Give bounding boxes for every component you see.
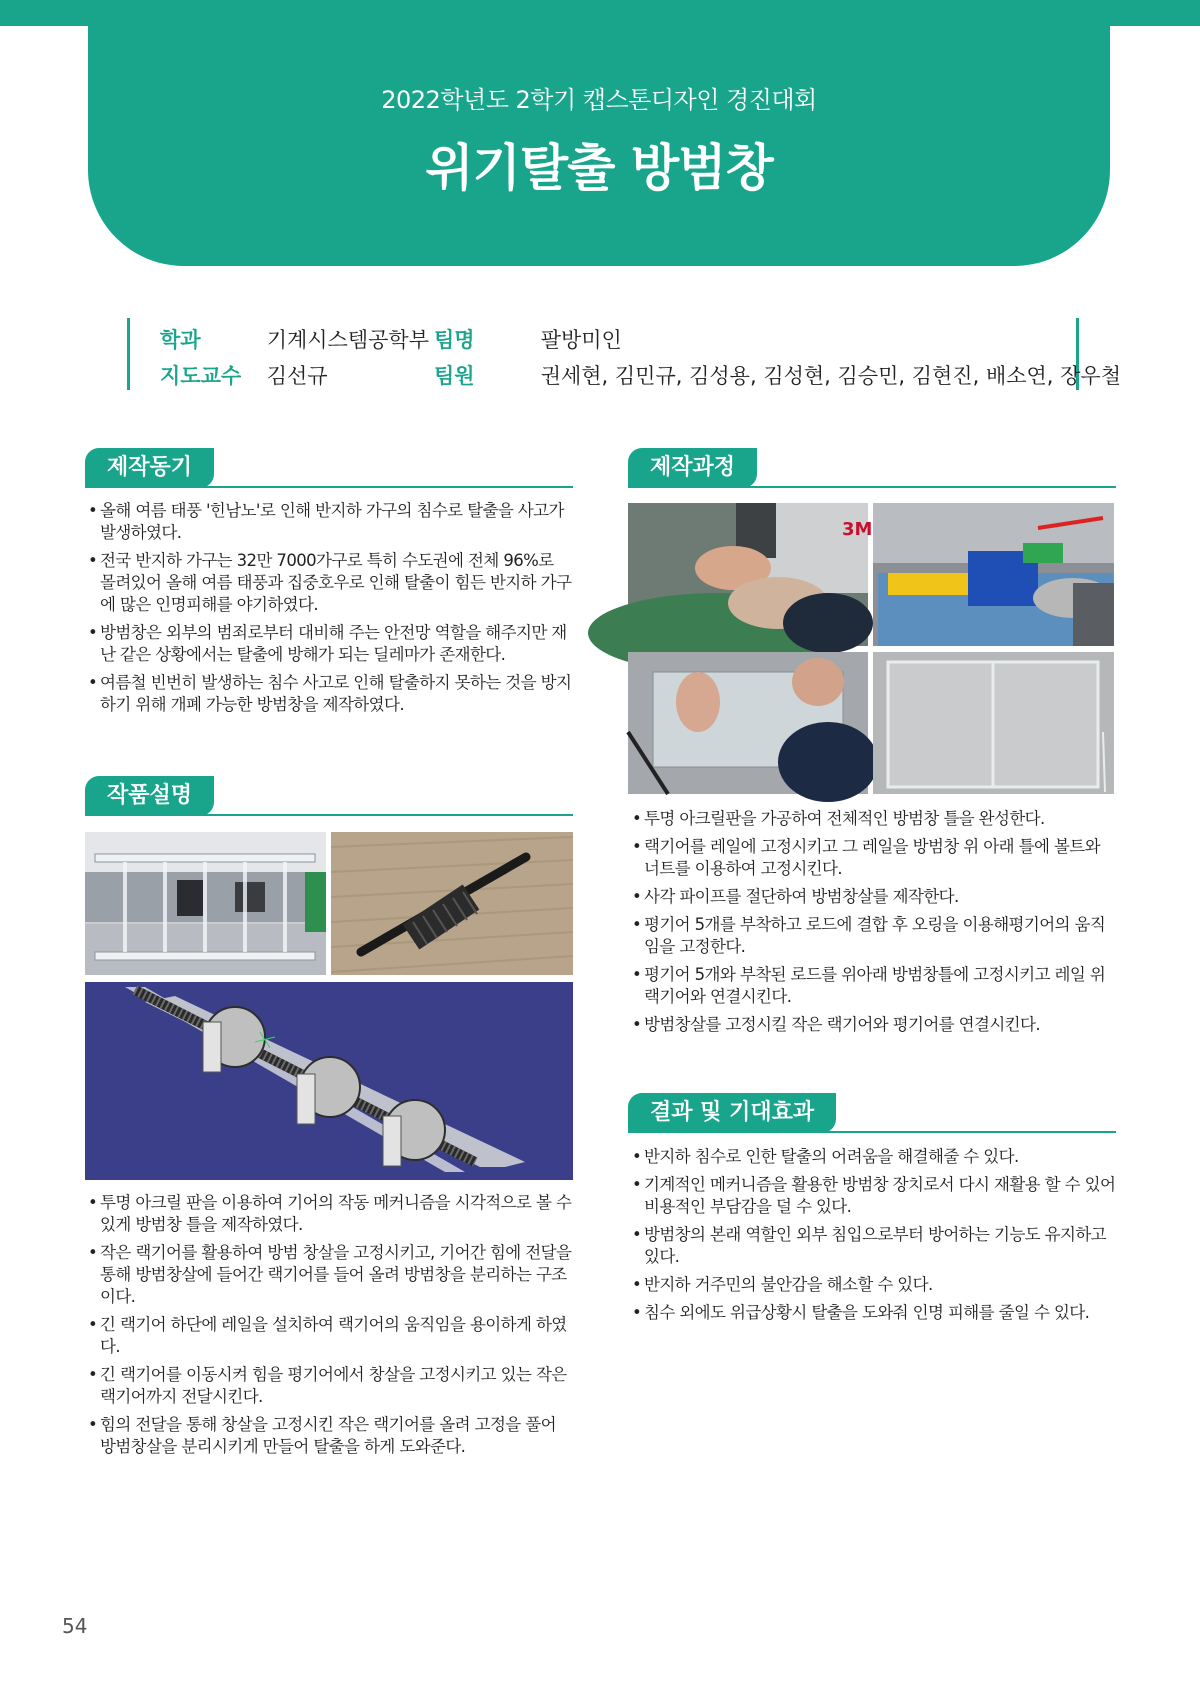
- assembly-photo: [628, 652, 868, 794]
- list-item: • 방범창은 외부의 범죄로부터 대비해 주는 안전망 역할을 해주지만 재난 같은 상황에서는 탈출에 방해가 되는 딜레마가 존재한다.: [88, 622, 572, 666]
- dept-value: 기계시스템공학부: [266, 328, 429, 352]
- list-item: • 방범창의 본래 역할인 외부 침입으로부터 방어하는 기능도 유지하고 있다.: [632, 1224, 1116, 1268]
- list-item: • 사각 파이프를 절단하여 방범창살를 제작한다.: [632, 886, 1116, 908]
- list-item: • 긴 랙기어 하단에 레일을 설치하여 랙기어의 움직임을 용이하게 하였다.: [88, 1314, 572, 1358]
- gear-rod-photo: [331, 832, 573, 975]
- process-title: 제작과정: [628, 448, 757, 488]
- list-item: • 반지하 침수로 인한 탈출의 어려움을 해결해줄 수 있다.: [632, 1146, 1116, 1168]
- list-item: • 긴 랙기어를 이동시켜 힘을 평기어에서 창살을 고정시키고 있는 작은 랙기어까지 전달시킨다.: [88, 1364, 572, 1408]
- list-item: • 평기어 5개와 부착된 로드를 위아래 방범창틀에 고정시키고 레일 위 랙기어와 연결시킨다.: [632, 964, 1116, 1008]
- title-banner: [88, 0, 1110, 266]
- list-item: • 힘의 전달을 통해 창살을 고정시킨 작은 랙기어를 올려 고정을 풀어 방범창살을 분리시키게 만들어 탈출을 하게 도와준다.: [88, 1414, 572, 1458]
- list-item: • 평기어 5개를 부착하고 로드에 결합 후 오링을 이용해평기어의 움직임을 고정한다.: [632, 914, 1116, 958]
- acrylic-frame-photo: [85, 832, 326, 975]
- process-list: [632, 808, 1116, 1042]
- competition-subtitle: 2022학년도 2학기 캡스톤디자인 경진대회: [381, 86, 817, 114]
- list-item: • 침수 외에도 위급상황시 탈출을 도와줘 인명 피해를 줄일 수 있다.: [632, 1302, 1116, 1324]
- motivation-heading: [85, 448, 573, 488]
- dept-label: 학과: [160, 328, 201, 352]
- drilling-photo: [628, 503, 873, 646]
- process-heading: [628, 448, 1116, 488]
- members-label: 팀원: [434, 364, 475, 388]
- team-info-box: [127, 318, 1122, 390]
- team-name-label: 팀명: [434, 328, 475, 352]
- list-item: • 랙기어를 레일에 고정시키고 그 레일을 방범창 위 아래 틀에 볼트와 너트를 이용하여 고정시킨다.: [632, 836, 1116, 880]
- list-item: • 방범창살를 고정시킬 작은 랙기어와 평기어를 연결시킨다.: [632, 1014, 1116, 1036]
- list-item: • 올해 여름 태풍 '힌남노'로 인해 반지하 가구의 침수로 탈출을 사고가 발생하였다.: [88, 500, 572, 544]
- members-value: 권세현, 김민규, 김성용, 김성현, 김승민, 김현진, 배소연, 장우철: [540, 364, 1122, 388]
- list-item: • 투명 아크릴판을 가공하여 전체적인 방범창 틀을 완성한다.: [632, 808, 1116, 830]
- list-item: • 투명 아크릴 판을 이용하여 기어의 작동 메커니즘을 시각적으로 볼 수 있게 방범창 틀을 제작하였다.: [88, 1192, 572, 1236]
- acrylic-panel-photo: [873, 652, 1114, 794]
- results-heading: [628, 1093, 1116, 1133]
- team-name-value: 팔방미인: [540, 328, 622, 352]
- list-item: • 전국 반지하 가구는 32만 7000가구로 특히 수도권에 전체 96%로 몰려있어 올해 여름 태풍과 집중호우로 인해 탈출이 힘든 반지하 가구에 많은 인명피해를 야기하였다.: [88, 550, 572, 616]
- description-list: [88, 1192, 572, 1464]
- advisor-label: 지도교수: [160, 364, 242, 388]
- description-title: 작품설명: [85, 776, 214, 816]
- list-item: • 작은 랙기어를 활용하여 방범 창살을 고정시키고, 기어간 힘에 전달을 통해 방범창살에 들어간 랙기어를 들어 올려 방범창을 분리하는 구조이다.: [88, 1242, 572, 1308]
- results-title: 결과 및 기대효과: [628, 1093, 836, 1133]
- vise-cutting-photo: [873, 503, 1114, 646]
- description-heading: [85, 776, 573, 816]
- list-item: • 기계적인 메커니즘을 활용한 방범창 장치로서 다시 재활용 할 수 있어 비용적인 부담감을 덜 수 있다.: [632, 1174, 1116, 1218]
- page-number: 54: [62, 1614, 88, 1638]
- advisor-value: 김선규: [266, 364, 328, 388]
- project-title: 위기탈출 방범창: [425, 139, 773, 197]
- list-item: • 여름철 빈번히 발생하는 침수 사고로 인해 탈출하지 못하는 것을 방지하기 위해 개폐 가능한 방범창을 제작하였다.: [88, 672, 572, 716]
- results-list: [632, 1146, 1116, 1330]
- cad-render-image: [85, 982, 573, 1180]
- list-item: • 반지하 거주민의 불안감을 해소할 수 있다.: [632, 1274, 1116, 1296]
- motivation-title: 제작동기: [85, 448, 214, 488]
- motivation-list: [88, 500, 572, 722]
- tape-brand-label: 3M: [842, 519, 873, 540]
